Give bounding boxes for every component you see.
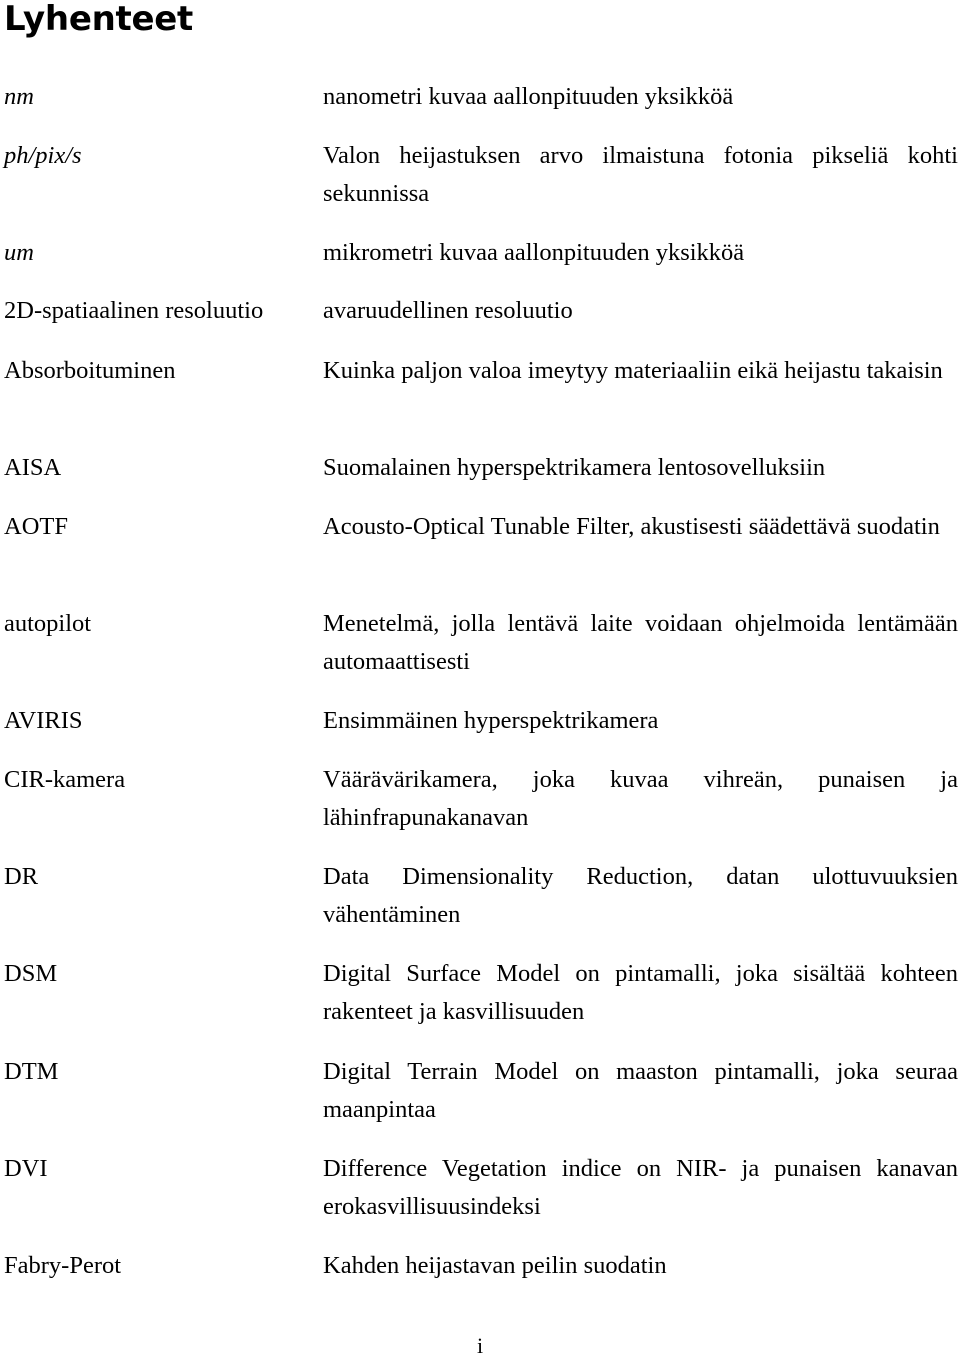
abbreviation-definition: Kahden heijastavan peilin suodatin bbox=[323, 1252, 667, 1279]
abbreviation-term: nm bbox=[4, 83, 34, 110]
abbreviation-term: AOTF bbox=[4, 513, 68, 540]
page-title: Lyhenteet bbox=[4, 0, 193, 39]
abbreviation-term: DR bbox=[4, 863, 39, 890]
abbreviation-term: Absorboituminen bbox=[4, 357, 176, 384]
abbreviation-term: DTM bbox=[4, 1058, 59, 1085]
abbreviation-term: 2D-spatiaalinen resoluutio bbox=[4, 297, 264, 324]
abbreviation-definition: mikrometri kuvaa aallonpituuden yksikköä bbox=[323, 239, 745, 266]
abbreviation-definition: Kuinka paljon valoa imeytyy materiaaliin eikä heijastu takaisin bbox=[323, 357, 943, 384]
abbreviation-definition: Valon heijastuksen arvo ilmaistuna fotonia pikseliä kohti sekunnissa bbox=[323, 142, 958, 207]
abbreviation-term: DSM bbox=[4, 960, 58, 987]
abbreviation-term: Fabry-Perot bbox=[4, 1252, 122, 1279]
abbreviation-definition: Ensimmäinen hyperspektrikamera bbox=[323, 707, 659, 734]
abbreviation-definition: Difference Vegetation indice on NIR- ja punaisen kanavan erokasvillisuusindeksi bbox=[323, 1155, 958, 1220]
abbreviation-term: DVI bbox=[4, 1155, 48, 1182]
abbreviation-term: autopilot bbox=[4, 610, 92, 637]
abbreviation-term: AVIRIS bbox=[4, 707, 83, 734]
abbreviation-definition: Digital Terrain Model on maaston pintamalli, joka seuraa maanpintaa bbox=[323, 1058, 958, 1123]
abbreviation-definition: avaruudellinen resoluutio bbox=[323, 297, 573, 324]
abbreviation-definition: nanometri kuvaa aallonpituuden yksikköä bbox=[323, 83, 734, 110]
abbreviation-term: um bbox=[4, 239, 34, 266]
abbreviation-definition: Data Dimensionality Reduction, datan ulottuvuuksien vähentäminen bbox=[323, 863, 958, 928]
abbreviation-definition: Acousto-Optical Tunable Filter, akustisesti säädettävä suodatin bbox=[323, 513, 940, 540]
abbreviation-definition: Väärävärikamera, joka kuvaa vihreän, punaisen ja lähinfrapunakanavan bbox=[323, 766, 958, 831]
abbreviation-definition: Menetelmä, jolla lentävä laite voidaan ohjelmoida lentämään automaattisesti bbox=[323, 610, 958, 675]
abbreviation-term: CIR-kamera bbox=[4, 766, 126, 793]
abbreviation-definition: Suomalainen hyperspektrikamera lentosovelluksiin bbox=[323, 454, 826, 481]
abbreviation-definition: Digital Surface Model on pintamalli, joka sisältää kohteen rakenteet ja kasvillisuuden bbox=[323, 960, 958, 1025]
page-number: i bbox=[476, 1333, 484, 1358]
abbreviation-term: ph/pix/s bbox=[4, 142, 82, 169]
abbreviation-term: AISA bbox=[4, 454, 62, 481]
